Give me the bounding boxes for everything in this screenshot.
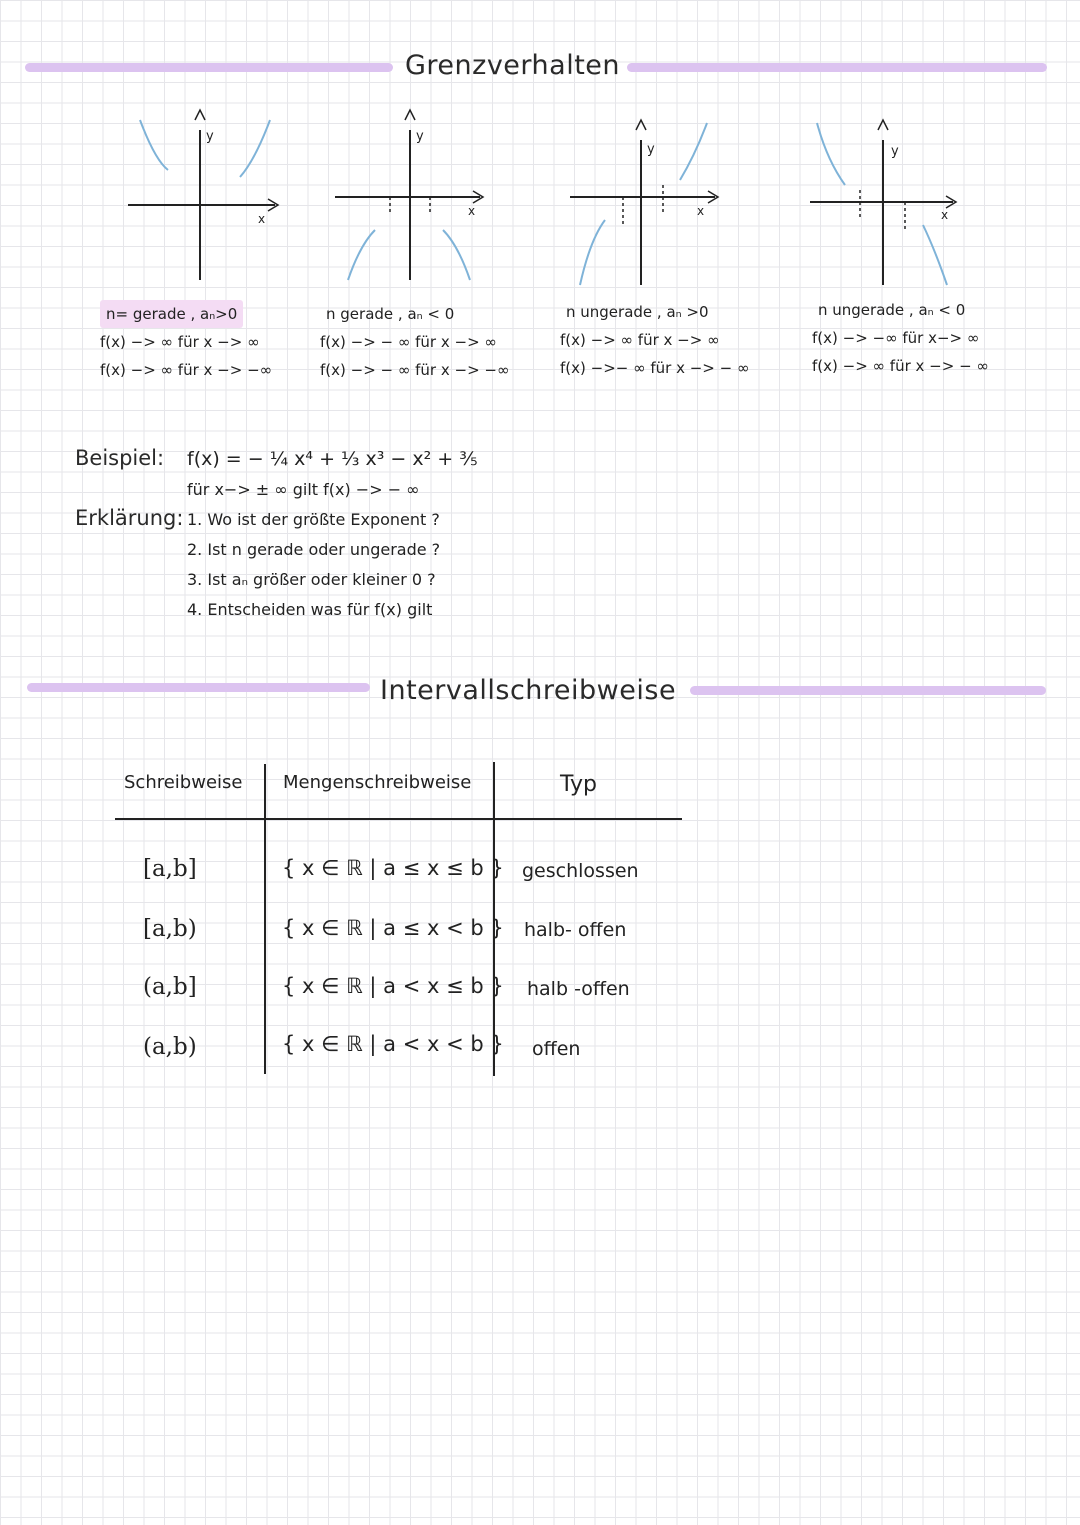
graph-even-negative <box>330 105 500 290</box>
row-3-type: halb -offen <box>527 978 630 1000</box>
section-title-intervallschreibweise: Intervallschreibweise <box>380 675 677 706</box>
case-2-condition: n gerade , aₙ < 0 <box>326 305 455 323</box>
explanation-step-2: 2. Ist n gerade oder ungerade ? <box>187 540 441 559</box>
case-2-line1: f(x) −> − ∞ für x −> ∞ <box>320 333 497 351</box>
case-4-condition: n ungerade , aₙ < 0 <box>818 301 966 319</box>
section-title-grenzverhalten: Grenzverhalten <box>405 50 621 81</box>
graph1-y-label: y <box>206 129 214 144</box>
case-4-line1: f(x) −> −∞ für x−> ∞ <box>812 329 980 347</box>
row-2-notation: [a,b) <box>143 916 197 942</box>
table-header-rule <box>115 818 682 820</box>
graph2-y-label: y <box>416 129 424 144</box>
row-2-type: halb- offen <box>524 919 627 941</box>
explanation-step-4: 4. Entscheiden was für f(x) gilt <box>187 600 433 619</box>
header-typ: Typ <box>560 772 597 797</box>
graph-odd-negative <box>805 115 975 295</box>
case-3-condition: n ungerade , aₙ >0 <box>566 303 709 321</box>
row-4-notation: (a,b) <box>143 1034 197 1060</box>
graph1-x-label: x <box>258 212 266 226</box>
case-caption-2 <box>320 300 509 384</box>
explanation-step-1: 1. Wo ist der größte Exponent ? <box>187 510 440 529</box>
header-mengenschreibweise: Mengenschreibweise <box>283 772 472 793</box>
row-1-type: geschlossen <box>522 860 639 882</box>
highlight-bar-right-2 <box>690 686 1046 695</box>
graph3-y-label: y <box>647 142 655 157</box>
explanation-label: Erklärung: <box>75 506 184 530</box>
case-3-line1: f(x) −> ∞ für x −> ∞ <box>560 331 720 349</box>
example-function: f(x) = − ¼ x⁴ + ⅓ x³ − x² + ⅗ <box>187 448 478 470</box>
row-3-notation: (a,b] <box>143 974 197 1000</box>
row-4-type: offen <box>532 1038 581 1060</box>
case-1-condition: n= gerade , aₙ>0 <box>100 300 243 328</box>
row-1-set: { x ∈ ℝ | a ≤ x ≤ b } <box>282 856 504 880</box>
case-2-line2: f(x) −> − ∞ für x −> −∞ <box>320 361 510 379</box>
header-schreibweise: Schreibweise <box>124 772 243 793</box>
graph4-x-label: x <box>941 208 949 222</box>
row-2-set: { x ∈ ℝ | a ≤ x < b } <box>282 916 504 940</box>
explanation-step-3: 3. Ist aₙ größer oder kleiner 0 ? <box>187 570 436 589</box>
table-col-divider-1 <box>264 764 266 1074</box>
graph-odd-positive <box>565 115 735 295</box>
case-1-line2: f(x) −> ∞ für x −> −∞ <box>100 361 273 379</box>
case-caption-1 <box>100 300 272 384</box>
graph2-x-label: x <box>468 204 476 218</box>
row-4-set: { x ∈ ℝ | a < x < b } <box>282 1032 504 1056</box>
graph-even-positive <box>120 105 290 290</box>
row-1-notation: [a,b] <box>143 856 197 882</box>
example-label: Beispiel: <box>75 446 165 470</box>
example-result: für x−> ± ∞ gilt f(x) −> − ∞ <box>187 480 420 499</box>
case-1-line1: f(x) −> ∞ für x −> ∞ <box>100 333 260 351</box>
highlight-bar-left <box>25 63 393 72</box>
row-3-set: { x ∈ ℝ | a < x ≤ b } <box>282 974 504 998</box>
highlight-bar-left-2 <box>27 683 370 692</box>
graph3-x-label: x <box>697 204 705 218</box>
graph4-y-label: y <box>891 144 899 159</box>
case-caption-3 <box>560 298 749 382</box>
case-3-line2: f(x) −>− ∞ für x −> − ∞ <box>560 359 750 377</box>
case-caption-4 <box>812 296 989 380</box>
highlight-bar-right <box>627 63 1047 72</box>
case-4-line2: f(x) −> ∞ für x −> − ∞ <box>812 357 989 375</box>
